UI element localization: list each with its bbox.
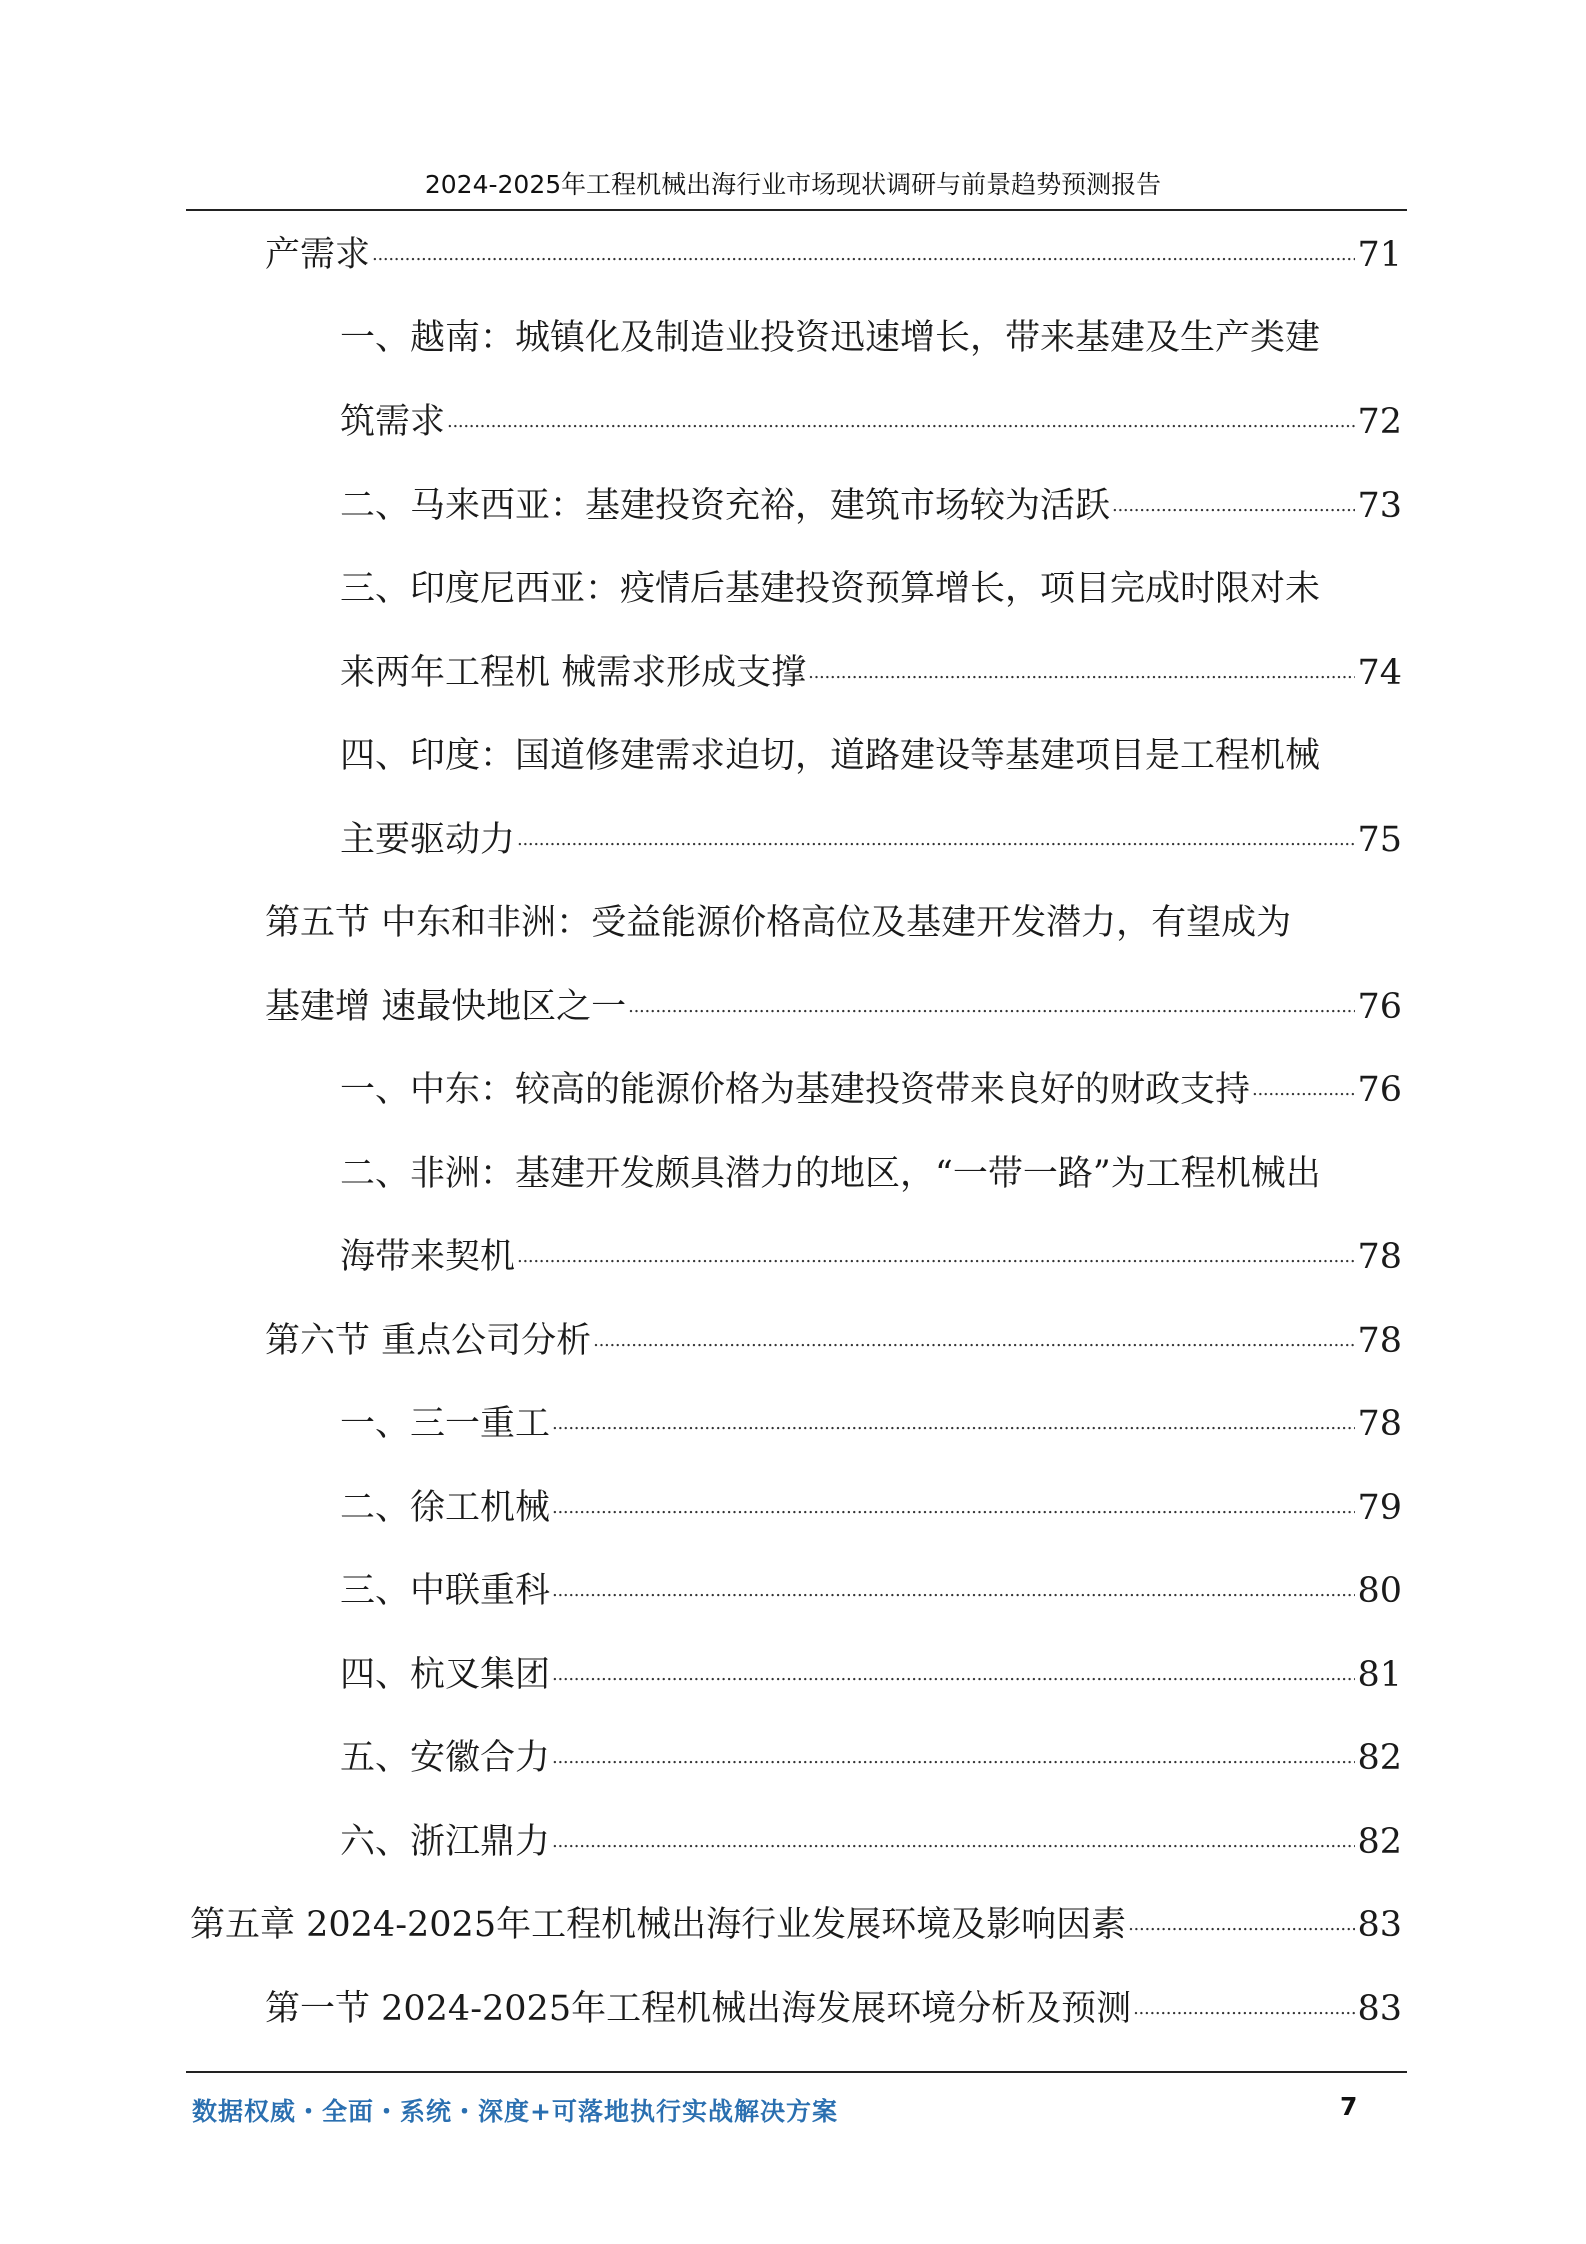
toc-leader-dots — [552, 1483, 1355, 1533]
toc-leader-dots — [1112, 481, 1355, 531]
toc-entry-title: 第六节 重点公司分析 — [265, 1321, 592, 1361]
toc-entry-page: 81 — [1357, 1655, 1402, 1695]
toc-leader-dots — [552, 1399, 1355, 1449]
toc-entry[interactable] — [340, 731, 1402, 781]
toc-entry-page: 78 — [1357, 1237, 1402, 1277]
toc-entry-title: 筑需求 — [340, 402, 446, 442]
toc-entry-title: 三、中联重科 — [340, 1571, 551, 1611]
toc-leader-dots — [1252, 1065, 1355, 1115]
toc-leader-dots — [593, 1316, 1355, 1366]
toc-entry-title: 六、浙江鼎力 — [340, 1822, 551, 1862]
toc-entry-title: 一、中东：较高的能源价格为基建投资带来良好的财政支持 — [340, 1070, 1251, 1110]
toc-entry-page: 79 — [1357, 1488, 1402, 1528]
toc-entry-title: 基建增 速最快地区之一 — [265, 987, 627, 1027]
toc-entry[interactable] — [340, 397, 1402, 447]
footer-divider — [186, 2071, 1407, 2073]
toc-leader-dots — [1128, 1900, 1355, 1950]
toc-leader-dots — [517, 1232, 1355, 1282]
toc-entry[interactable] — [340, 1232, 1402, 1282]
toc-entry-page: 78 — [1357, 1321, 1402, 1361]
toc-entry-title: 来两年工程机 械需求形成支撑 — [340, 653, 807, 693]
toc-entry-title: 第一节 2024-2025年工程机械出海发展环境分析及预测 — [265, 1989, 1132, 2029]
toc-entry-page: 78 — [1357, 1404, 1402, 1444]
toc-entry-title: 海带来契机 — [340, 1237, 516, 1277]
toc-entry[interactable] — [265, 230, 1402, 280]
toc-entry-title: 主要驱动力 — [340, 820, 516, 860]
toc-entry-title: 二、徐工机械 — [340, 1488, 551, 1528]
toc-entry-title: 三、印度尼西亚：疫情后基建投资预算增长，项目完成时限对未 — [340, 569, 1321, 609]
toc-entry[interactable] — [340, 648, 1402, 698]
toc-leader-dots — [552, 1566, 1355, 1616]
toc-leader-dots — [552, 1733, 1355, 1783]
toc-entry-page: 83 — [1357, 1989, 1402, 2029]
toc-leader-dots — [517, 815, 1355, 865]
toc-leader-dots — [628, 982, 1355, 1032]
toc-entry-page: 76 — [1357, 987, 1402, 1027]
toc-entry-title: 二、马来西亚：基建投资充裕，建筑市场较为活跃 — [340, 486, 1111, 526]
toc-entry[interactable] — [340, 313, 1402, 363]
toc-entry[interactable] — [340, 815, 1402, 865]
toc-entry[interactable] — [265, 982, 1402, 1032]
page-number: 7 — [1340, 2092, 1358, 2121]
toc-leader-dots — [808, 648, 1355, 698]
toc-entry[interactable] — [340, 1149, 1402, 1199]
toc-leader-dots — [447, 397, 1355, 447]
toc-entry[interactable] — [340, 564, 1402, 614]
toc-entry[interactable] — [340, 1733, 1402, 1783]
toc-entry[interactable] — [340, 1817, 1402, 1867]
toc-entry-page: 74 — [1357, 653, 1402, 693]
toc-entry[interactable] — [265, 1316, 1402, 1366]
toc-entry-page: 80 — [1357, 1571, 1402, 1611]
toc-entry-page: 71 — [1357, 235, 1402, 275]
toc-entry-page: 75 — [1357, 820, 1402, 860]
toc-entry-page: 72 — [1357, 402, 1402, 442]
toc-entry-title: 第五章 2024-2025年工程机械出海行业发展环境及影响因素 — [190, 1905, 1127, 1945]
toc-entry[interactable] — [340, 481, 1402, 531]
toc-entry[interactable] — [340, 1483, 1402, 1533]
toc-entry-page: 83 — [1357, 1905, 1402, 1945]
footer-slogan: 数据权威・全面・系统・深度+可落地执行实战解决方案 — [192, 2097, 838, 2126]
toc-entry-title: 一、三一重工 — [340, 1404, 551, 1444]
page-header-title: 2024-2025年工程机械出海行业市场现状调研与前景趋势预测报告 — [424, 170, 1162, 199]
toc-entry-page: 73 — [1357, 486, 1402, 526]
toc-entry[interactable] — [340, 1399, 1402, 1449]
toc-entry[interactable] — [340, 1650, 1402, 1700]
toc-entry[interactable] — [265, 898, 1402, 948]
toc-entry-page: 82 — [1357, 1822, 1402, 1862]
toc-entry-title: 产需求 — [265, 235, 371, 275]
toc-entry[interactable] — [340, 1065, 1402, 1115]
toc-leader-dots — [372, 230, 1355, 280]
toc-entry[interactable] — [265, 1984, 1402, 2034]
toc-leader-dots — [552, 1817, 1355, 1867]
toc-entry-title: 第五节 中东和非洲：受益能源价格高位及基建开发潜力，有望成为 — [265, 903, 1292, 943]
toc-entry-title: 二、非洲：基建开发颇具潜力的地区，“一带一路”为工程机械出 — [340, 1154, 1321, 1194]
toc-leader-dots — [552, 1650, 1355, 1700]
toc-entry-page: 76 — [1357, 1070, 1402, 1110]
toc-entry-title: 一、越南：城镇化及制造业投资迅速增长，带来基建及生产类建 — [340, 318, 1321, 358]
toc-entry[interactable] — [190, 1900, 1402, 1950]
toc-entry-title: 四、杭叉集团 — [340, 1655, 551, 1695]
toc-entry[interactable] — [340, 1566, 1402, 1616]
toc-entry-title: 五、安徽合力 — [340, 1738, 551, 1778]
toc-entry-title: 四、印度：国道修建需求迫切，道路建设等基建项目是工程机械 — [340, 736, 1321, 776]
toc-entry-page: 82 — [1357, 1738, 1402, 1778]
toc-leader-dots — [1133, 1984, 1355, 2034]
